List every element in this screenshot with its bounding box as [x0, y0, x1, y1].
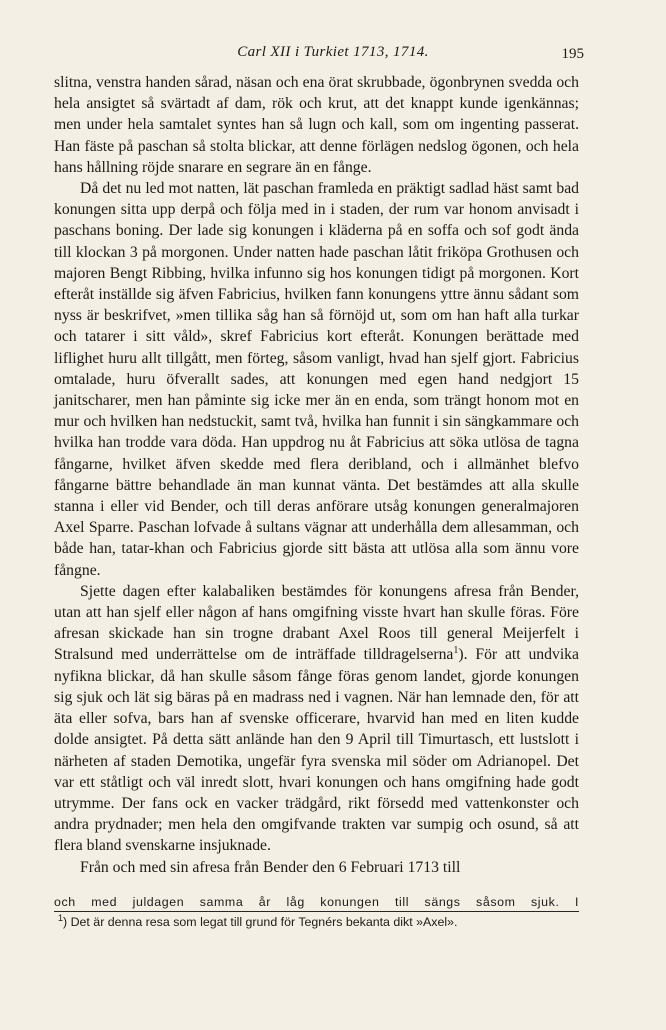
footnote-text: ) Det är denna resa som legat till grund för Tegnérs bekanta dikt »Axel». — [63, 915, 458, 929]
body-text — [54, 72, 579, 878]
paragraph — [54, 581, 579, 857]
page-number: 195 — [561, 46, 584, 62]
paragraph-text: Sjette dagen efter kalabaliken bestämdes för konungens afresa från Bender, utan att han sjelf eller någon af hans omgifning visste hvart han skulle föras. Före afresan skickade han sin trogne drabant Axel Roos till general Meijerfelt i Stralsund med underrättelse om de inträffade tilldragelserna — [54, 582, 579, 664]
page-header — [0, 44, 666, 68]
paragraph: slitna, venstra handen sårad, näsan och ena örat skrubbade, ögonbrynen svedda och hela ansigtet så svärtadt af dam, rök och krut, att det knappt kunde igenkännas; men under hela samtalet syntes han så lugn och kall, som om ingenting passerat. Han fäste på paschan så stolta blickar, att denne förlägen nedslog ögonen, och hela hans hållning röjde snarare en segrare än en fånge. — [54, 74, 579, 176]
footnote-marker: 1 — [58, 912, 64, 923]
continuation-line: och med juldagen samma år låg konungen till sängs såsom sjuk. I — [54, 895, 579, 909]
running-title: Carl XII i Turkiet 1713, 1714. — [237, 44, 429, 60]
footnote — [58, 914, 579, 931]
footnote-rule — [54, 911, 579, 912]
paragraph: Från och med sin afresa från Bender den 6 Februari 1713 till — [80, 858, 461, 876]
paragraph: Då det nu led mot natten, lät paschan framleda en präktigt sadlad häst samt bad konungen sitta upp derpå och följa med in i staden, der rum var honom anvisadt i paschans boning. Der lade sig konungen i kläderna på en soffa och sof godt ända till klockan 3 på morgonen. Under natten hade paschan låtit friköpa Grothusen och majoren Bengt Ribbing, hvilka infunno sig hos konungen tidigt på morgonen. Kort efteråt inställde sig äfven Fabricius, hvilken fann konungens yttre ännu sådant som nyss är beskrifvet, »men tillika såg han så förnöjd ut, som om han haft alla turkar och tatarer i sitt våld», skref Fabricius kort efteråt. Konungen berättade med liflighet huru allt tillgått, men förteg, såsom vanligt, hvad han sjelf gjort. Fabricius omtalade, huru öfverallt sades, att konungen med egen hand nedgjort 15 janitscharer, men han påminte sig icke mer än en enda, som trängt honom mot en mur och hvilken han nedstuckit, samt två, hvilka han funnit i sin sängkammare och hvilka han trodde vara döda. Han uppdrog nu åt Fabricius att söka utlösa de tagna fångarne, hvilket äfven skedde med flera deribland, och i allmänhet blefvo fångarne bättre behandlade än man kunnat vänta. Det bestämdes att alla skulle stanna i eller vid Bender, och till deras anförare utsåg konungen generalmajoren Axel Sparre. Paschan lofvade å sultans vägnar att underhålla dem allesamman, och både han, tatar-khan och Fabricius gjorde sitt bästa att utlösa alla som ännu vore fångne. — [54, 180, 579, 579]
footnote-marker: 1 — [453, 645, 459, 657]
paragraph-text: ). För att undvika nyfikna blickar, då han skulle såsom fånge föras genom landet, gjorde konungen sig sjuk och lät sig bäras på en madrass ned i vagnen. När han lemnade den, för att äta eller sofva, bars han af svenske officerare, hvarvid han med en liten kudde dolde ansigtet. På detta sätt anlände han den 9 April till Timurtasch, ett lustslott i närheten af staden Demotika, ungefär fyra svenska mil söder om Adrianopel. Det var ett ståtligt och väl inredt slott, hvari konungen och hans omgifning hade godt utrymme. Der fans ock en vacker trädgård, rikt försedd med vattenkonster och andra prydnader; men hela den omgifvande trakten var sumpig och osund, så att flera bland svenskarne insjuknade. — [54, 646, 579, 855]
